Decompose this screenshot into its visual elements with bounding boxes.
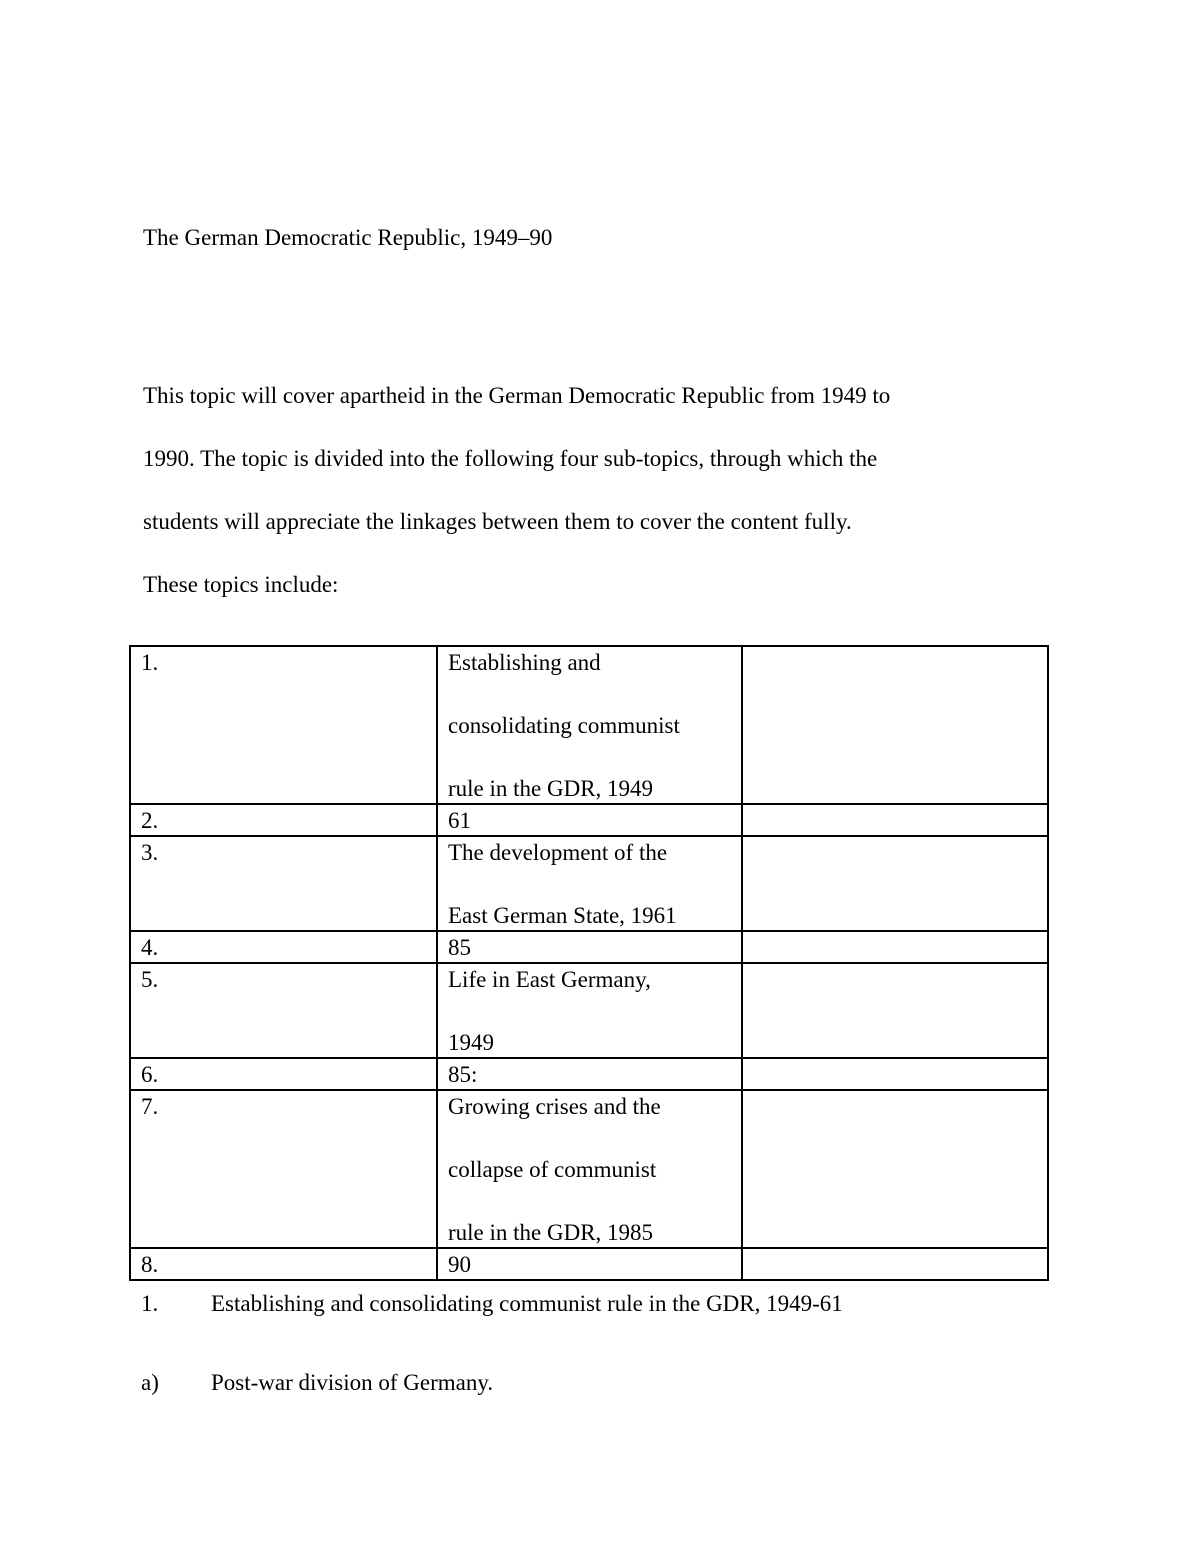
table-row — [130, 836, 1048, 931]
topic-line: collapse of communist — [448, 1157, 657, 1182]
row-number: 4. — [130, 931, 437, 963]
row-topic: 85: — [437, 1058, 742, 1090]
row-number: 7. — [130, 1090, 437, 1248]
row-topic — [437, 646, 742, 804]
row-topic — [437, 836, 742, 931]
intro-line-4: These topics include: — [143, 572, 339, 597]
row-extra — [742, 1090, 1048, 1248]
table-row — [130, 804, 1048, 836]
topic-line: Life in East Germany, — [448, 967, 651, 992]
row-number: 3. — [130, 836, 437, 931]
intro-line-3: students will appreciate the linkages between them to cover the content fully. — [143, 509, 852, 534]
table-row — [130, 1090, 1048, 1248]
topic-line: rule in the GDR, 1949 — [448, 776, 654, 801]
row-extra — [742, 646, 1048, 804]
list-text: Post-war division of Germany. — [211, 1370, 494, 1395]
row-extra — [742, 836, 1048, 931]
list-item — [141, 1369, 493, 1397]
row-topic — [437, 963, 742, 1058]
topic-line: The development of the — [448, 840, 668, 865]
intro-line-2: 1990. The topic is divided into the following four sub-topics, through which the — [143, 446, 878, 471]
table-row — [130, 646, 1048, 804]
intro-line-1: This topic will cover apartheid in the German Democratic Republic from 1949 to — [143, 383, 891, 408]
topic-line: rule in the GDR, 1985 — [448, 1220, 654, 1245]
row-extra — [742, 1248, 1048, 1280]
row-topic: 90 — [437, 1248, 742, 1280]
topics-table — [129, 645, 1049, 1281]
row-extra — [742, 963, 1048, 1058]
list-text: Establishing and consolidating communist rule in the GDR, 1949-61 — [211, 1291, 843, 1316]
topic-line: 1949 — [448, 1030, 494, 1055]
document-title: The German Democratic Republic, 1949–90 — [143, 225, 553, 250]
topic-line: Growing crises and the — [448, 1094, 661, 1119]
row-number: 8. — [130, 1248, 437, 1280]
table-row — [130, 963, 1048, 1058]
table-row — [130, 931, 1048, 963]
list-marker: a) — [141, 1370, 159, 1395]
row-topic — [437, 1090, 742, 1248]
row-extra — [742, 931, 1048, 963]
row-number: 5. — [130, 963, 437, 1058]
table-row — [130, 1248, 1048, 1280]
topic-line: consolidating communist — [448, 713, 680, 738]
row-number: 6. — [130, 1058, 437, 1090]
row-topic: 85 — [437, 931, 742, 963]
row-extra — [742, 1058, 1048, 1090]
row-extra — [742, 804, 1048, 836]
row-number: 2. — [130, 804, 437, 836]
list-marker: 1. — [141, 1291, 159, 1316]
list-item — [141, 1290, 843, 1318]
topic-line: Establishing and — [448, 650, 601, 675]
table-row — [130, 1058, 1048, 1090]
row-topic: 61 — [437, 804, 742, 836]
row-number: 1. — [130, 646, 437, 804]
topic-line: East German State, 1961 — [448, 903, 677, 928]
